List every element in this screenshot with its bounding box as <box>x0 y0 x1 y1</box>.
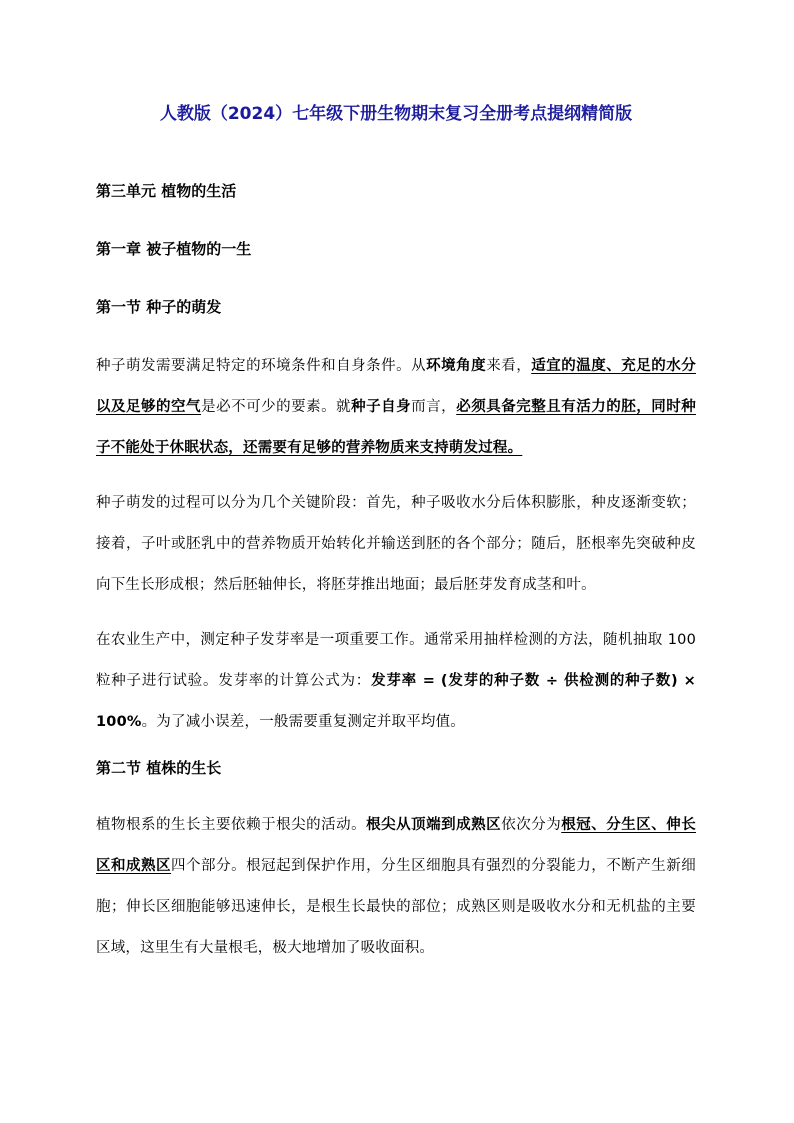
text-run: 来看， <box>486 358 532 374</box>
text-run: 根尖从顶端到成熟区 <box>366 817 502 833</box>
paragraph-germination-conditions <box>96 346 696 469</box>
paragraph-germination-process <box>96 483 696 606</box>
text-run: 环境角度 <box>426 358 487 374</box>
text-run: 依次分为 <box>501 817 562 833</box>
text-run: 种子萌发的过程可以分为几个关键阶段：首先，种子吸收水分后体积膨胀，种皮逐渐变软；接着，子叶或胚乳中的营养物质开始转化并输送到胚的各个部分；随后，胚根率先突破种皮向下生长形成根；然后胚轴伸长，将胚芽推出地面；最后胚芽发育成茎和叶。 <box>96 495 696 593</box>
unit-heading: 第三单元 植物的生活 <box>96 182 237 200</box>
chapter-heading: 第一章 被子植物的一生 <box>96 240 252 258</box>
document-title: 人教版（2024）七年级下册生物期末复习全册考点提纲精简版 <box>159 104 633 124</box>
section-heading-seed-germination: 第一节 种子的萌发 <box>96 298 222 316</box>
text-run: 根冠、分生区、伸长区和成熟区 <box>96 817 696 874</box>
paragraph-germination-rate <box>96 620 696 743</box>
text-run: 在农业生产中，测定种子发芽率是一项重要工作。通常采用抽样检测的方法，随机抽取 100 粒种子进行试验。发芽率的计算公式为： <box>96 632 696 689</box>
section-heading-plant-growth: 第二节 植株的生长 <box>96 759 222 777</box>
text-run: 而言， <box>411 399 457 415</box>
text-run: 。为了减小误差，一般需要重复测定并取平均值。 <box>141 714 466 730</box>
document-page <box>96 100 696 983</box>
text-run: 四个部分。根冠起到保护作用，分生区细胞具有强烈的分裂能力，不断产生新细胞；伸长区细胞能够迅速伸长，是根生长最快的部位；成熟区则是吸收水分和无机盐的主要区域，这里生有大量根毛，极大地增加了吸收面积。 <box>96 858 697 956</box>
paragraph-root-tip <box>96 805 696 969</box>
text-run: 种子自身 <box>351 399 412 415</box>
text-run: 发芽率 = (发芽的种子数 ÷ 供检测的种子数) × 100% <box>96 673 696 730</box>
text-run: 种子萌发需要满足特定的环境条件和自身条件。从 <box>96 358 427 374</box>
text-run: 是必不可少的要素。就 <box>201 399 352 415</box>
text-run: 必须具备完整且有活力的胚，同时种子不能处于休眠状态，还需要有足够的营养物质来支持萌发过程。 <box>96 399 697 456</box>
text-run: 植物根系的生长主要依赖于根尖的活动。 <box>96 817 367 833</box>
text-run: 适宜的温度、充足的水分以及足够的空气 <box>96 358 696 415</box>
